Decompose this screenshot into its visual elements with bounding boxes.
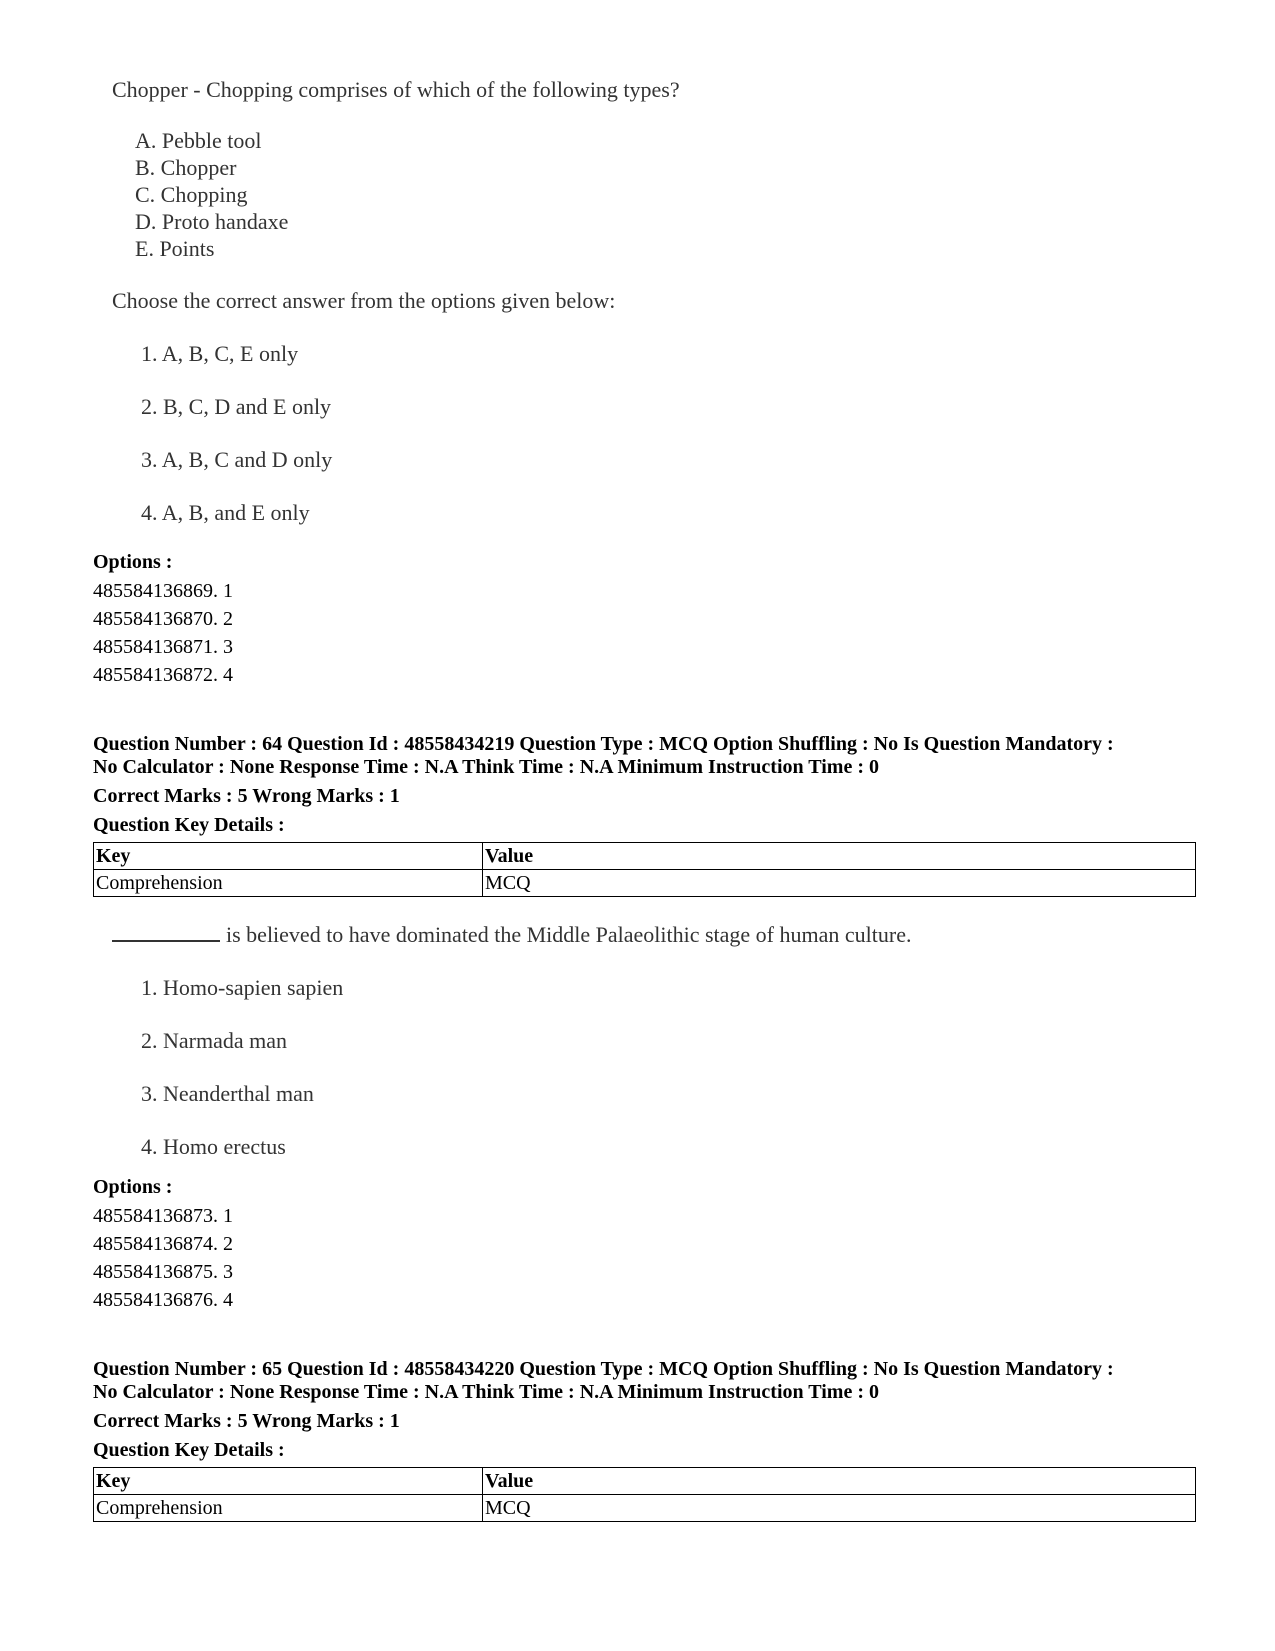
fill-in-blank <box>112 922 220 942</box>
option-id: 485584136875. 3 <box>93 1261 233 1283</box>
table-cell: Comprehension <box>94 870 483 897</box>
key-details-label: Question Key Details : <box>93 814 285 836</box>
statement-item: C. Chopping <box>135 182 248 207</box>
statement-item: D. Proto handaxe <box>135 209 289 234</box>
answer-choice: 1. A, B, C, E only <box>141 341 299 366</box>
option-id: 485584136870. 2 <box>93 608 233 630</box>
table-header-cell: Key <box>94 1468 483 1495</box>
table-header-row <box>94 1468 1196 1495</box>
table-header-row <box>94 843 1196 870</box>
answer-choice: 2. B, C, D and E only <box>141 394 332 419</box>
key-details-table <box>93 842 1196 897</box>
question-marks: Correct Marks : 5 Wrong Marks : 1 <box>93 1410 400 1432</box>
question-meta: Question Number : 65 Question Id : 48558434220 Question Type : MCQ Option Shuffling : No Is Question Mandatory : <box>93 1358 1114 1380</box>
table-cell: MCQ <box>483 1495 1196 1522</box>
answer-choice: 1. Homo-sapien sapien <box>141 975 344 1000</box>
table-cell: MCQ <box>483 870 1196 897</box>
question-meta: No Calculator : None Response Time : N.A Think Time : N.A Minimum Instruction Time : 0 <box>93 756 879 778</box>
question-marks: Correct Marks : 5 Wrong Marks : 1 <box>93 785 400 807</box>
options-label: Options : <box>93 1176 173 1198</box>
option-id: 485584136869. 1 <box>93 580 233 602</box>
option-id: 485584136872. 4 <box>93 664 233 686</box>
answer-choice: 2. Narmada man <box>141 1028 287 1053</box>
table-row <box>94 1495 1196 1522</box>
table-cell: Comprehension <box>94 1495 483 1522</box>
answer-choice: 4. A, B, and E only <box>141 500 310 525</box>
question-stem: Chopper - Chopping comprises of which of the following types? <box>112 77 680 102</box>
question-meta: No Calculator : None Response Time : N.A Think Time : N.A Minimum Instruction Time : 0 <box>93 1381 879 1403</box>
option-id: 485584136871. 3 <box>93 636 233 658</box>
option-id: 485584136874. 2 <box>93 1233 233 1255</box>
question-stem <box>112 921 911 949</box>
statement-item: E. Points <box>135 236 215 261</box>
statement-item: B. Chopper <box>135 155 237 180</box>
table-header-cell: Key <box>94 843 483 870</box>
key-details-label: Question Key Details : <box>93 1439 285 1461</box>
answer-choice: 4. Homo erectus <box>141 1134 286 1159</box>
answer-choice: 3. A, B, C and D only <box>141 447 333 472</box>
question-instruction: Choose the correct answer from the options given below: <box>112 288 616 313</box>
options-label: Options : <box>93 551 173 573</box>
option-id: 485584136873. 1 <box>93 1205 233 1227</box>
question-stem-text: is believed to have dominated the Middle Palaeolithic stage of human culture. <box>226 922 912 947</box>
table-header-cell: Value <box>483 843 1196 870</box>
table-row <box>94 870 1196 897</box>
question-meta: Question Number : 64 Question Id : 48558434219 Question Type : MCQ Option Shuffling : No Is Question Mandatory : <box>93 733 1114 755</box>
table-header-cell: Value <box>483 1468 1196 1495</box>
statement-item: A. Pebble tool <box>135 128 262 153</box>
answer-choice: 3. Neanderthal man <box>141 1081 314 1106</box>
key-details-table <box>93 1467 1196 1522</box>
option-id: 485584136876. 4 <box>93 1289 233 1311</box>
